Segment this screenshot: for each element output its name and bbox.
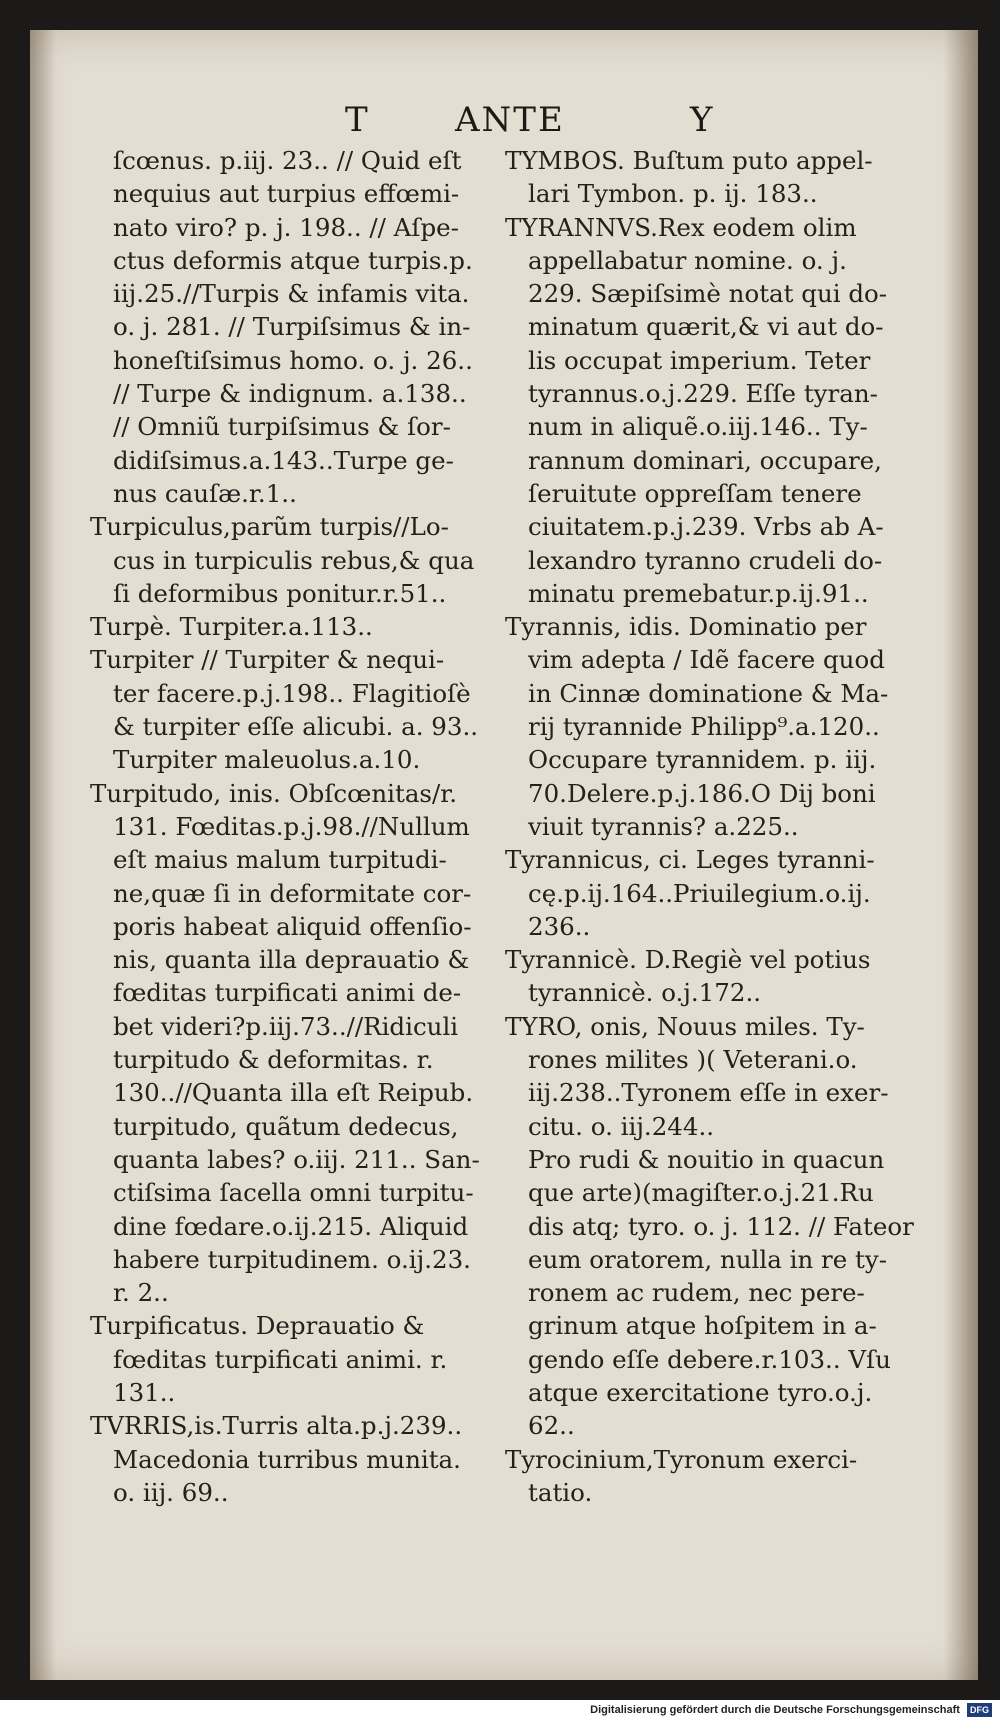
entry-line: habere turpitudinem. o.ij.23. [113,1244,471,1274]
dictionary-entry [505,1443,935,1510]
entry-line: lis occupat imperium. Teter [528,345,871,375]
entry-line: 130..//Quanta illa eſt Reipub. [113,1078,474,1108]
entry-line: nis, quanta illa deprauatio & [113,945,470,975]
right-column [505,144,935,1509]
entry-headword-line: Tyrannis, idis. Dominatio per [505,612,867,642]
entry-line: dine fœdare.o.ij.215. Aliquid [113,1211,469,1241]
entry-line: minatum quærit,& vi aut do- [528,312,884,342]
entry-line: o. iij. 69.. [113,1477,229,1507]
entry-headword-line: TVRRIS,is.Turris alta.p.j.239.. [90,1411,463,1441]
entry-line: ſeruitute oppreſſam tenere [528,478,862,508]
entry-line: num in aliquẽ.o.iij.146.. Ty- [528,412,868,442]
entry-line: iij.25.//Turpis & infamis vita. [113,279,470,309]
entry-line: ne,quæ ſi in deformitate cor- [113,878,472,908]
entry-line: vim adepta / Idẽ facere quod [528,645,885,675]
dfg-logo-badge: DFG [967,1703,992,1717]
funding-credit: Digitalisierung gefördert durch die Deutsche Forschungsgemeinschaft [590,1704,960,1716]
entry-line: 62.. [528,1411,575,1441]
entry-line: ter facere.p.j.198.. Flagitioſè [113,678,471,708]
entry-line: rones milites )( Veterani.o. [528,1045,858,1075]
entry-line: ſi deformibus ponitur.r.51.. [113,578,447,608]
entry-line: rij tyrannide Philipp⁹.a.120.. [528,712,880,742]
entry-line: 131.. [113,1377,176,1407]
entry-line: ciuitatem.p.j.239. Vrbs ab A- [528,512,884,542]
entry-line: tyrannicè. o.j.172.. [528,978,762,1008]
entry-line: que arte)(magiſter.o.j.21.Ru [528,1178,874,1208]
dictionary-entry [505,610,935,843]
entry-line: Turpiter maleuolus.a.10. [113,745,421,775]
entry-headword-line: TYRANNVS.Rex eodem olim [505,212,857,242]
entry-line: iij.238..Tyronem eſſe in exer- [528,1078,889,1108]
entry-line: dis atq; tyro. o. j. 112. // Fateor [528,1211,914,1241]
entry-line: // Omniũ turpiſsimus & ſor- [113,412,451,442]
entry-line: honeſtiſsimus homo. o. j. 26.. [113,345,473,375]
dictionary-entry [90,1409,530,1509]
entry-headword-line: Turpitudo, inis. Obſcœnitas/r. [90,778,458,808]
entry-line: r. 2.. [113,1278,169,1308]
entry-line: cę.p.ij.164..Priuilegium.o.ij. [528,878,871,908]
dictionary-entry [505,943,935,1010]
entry-line: cus in turpiculis rebus,& qua [113,545,475,575]
entry-line: turpitudo & deformitas. r. [113,1045,434,1075]
entry-line: lexandro tyranno crudeli do- [528,545,883,575]
dictionary-entry [90,1309,530,1409]
entry-line: lari Tymbon. p. ij. 183.. [528,179,818,209]
dictionary-entry [505,1010,935,1443]
dictionary-entry [90,643,530,776]
entry-line: 70.Delere.p.j.186.O Dij boni [528,778,876,808]
page-edge [944,30,978,1680]
entry-line: 229. Sæpiſsimè notat qui do- [528,279,888,309]
dictionary-entry [505,144,935,211]
dictionary-entry [90,777,530,1310]
left-column [90,144,530,1509]
entry-line: appellabatur nomine. o. j. [528,245,847,275]
entry-line: tyrannus.o.j.229. Eſſe tyran- [528,379,878,409]
dictionary-entry [505,211,935,611]
header-word-2: ANTE [455,100,565,140]
dictionary-entry [90,510,530,610]
entry-line: Macedonia turribus munita. [113,1444,461,1474]
entry-line: nequius aut turpius effœmi- [113,179,460,209]
entry-headword-line: Tyrannicè. D.Regiè vel potius [505,945,871,975]
gutter-shadow [30,30,56,1680]
entry-line: eſt maius malum turpitudi- [113,845,447,875]
entry-headword-line: ſcœnus. p.iij. 23.. // Quid eſt [113,146,462,175]
entry-headword-line: Tyrannicus, ci. Leges tyranni- [505,845,875,875]
entry-line: gendo eſſe debere.r.103.. Vſu [528,1344,891,1374]
entry-headword-line: Turpificatus. Deprauatio & [90,1311,425,1341]
entry-line: in Cinnæ dominatione & Ma- [528,678,889,708]
entry-line: viuit tyrannis? a.225.. [528,811,799,841]
entry-line: o. j. 281. // Turpiſsimus & in- [113,312,471,342]
header-word-1: T [345,100,370,140]
entry-line: ctus deformis atque turpis.p. [113,245,473,275]
entry-line: eum oratorem, nulla in re ty- [528,1244,887,1274]
entry-line: & turpiter eſſe alicubi. a. 93.. [113,712,479,742]
entry-line: nus cauſæ.r.1.. [113,478,297,508]
entry-line: tatio. [528,1477,593,1507]
entry-line: quanta labes? o.iij. 211.. San- [113,1144,480,1174]
entry-line: fœditas turpificati animi. r. [113,1344,448,1374]
entry-line: // Turpe & indignum. a.138.. [113,379,467,409]
entry-line: nato viro? p. j. 198.. // Aſpe- [113,212,459,242]
dictionary-entry [90,610,530,643]
entry-line: didiſsimus.a.143..Turpe ge- [113,445,454,475]
entry-line: bet videri?p.iij.73..//Ridiculi [113,1011,459,1041]
entry-line: fœditas turpificati animi de- [113,978,462,1008]
entry-line: rannum dominari, occupare, [528,445,882,475]
entry-line: ronem ac rudem, nec pere- [528,1278,865,1308]
entry-headword-line: TYMBOS. Buſtum puto appel- [505,146,873,175]
entry-line: poris habeat aliquid offenſio- [113,911,472,941]
dictionary-entry [90,144,530,510]
entry-line: ctiſsima ſacella omni turpitu- [113,1178,474,1208]
entry-headword-line: TYRO, onis, Nouus miles. Ty- [505,1011,865,1041]
entry-line: turpitudo, quãtum dedecus, [113,1111,459,1141]
dictionary-entry [505,843,935,943]
entry-line: grinum atque hoſpitem in a- [528,1311,877,1341]
entry-headword-line: Tyrocinium,Tyronum exerci- [505,1444,858,1474]
footer-bar [0,1700,1000,1720]
header-word-3: Y [690,100,715,140]
entry-headword-line: Turpiculus,parũm turpis//Lo- [90,512,449,542]
entry-line: Pro rudi & nouitio in quacun [528,1144,885,1174]
entry-line: 131. Fœditas.p.j.98.//Nullum [113,811,470,841]
entry-line: 236.. [528,911,591,941]
entry-headword-line: Turpè. Turpiter.a.113.. [90,612,373,642]
running-header [0,100,1000,144]
entry-headword-line: Turpiter // Turpiter & nequi- [90,645,445,675]
entry-line: atque exercitatione tyro.o.j. [528,1377,873,1407]
entry-line: citu. o. iij.244.. [528,1111,715,1141]
entry-line: Occupare tyrannidem. p. iij. [528,745,877,775]
entry-line: minatu premebatur.p.ij.91.. [528,578,869,608]
